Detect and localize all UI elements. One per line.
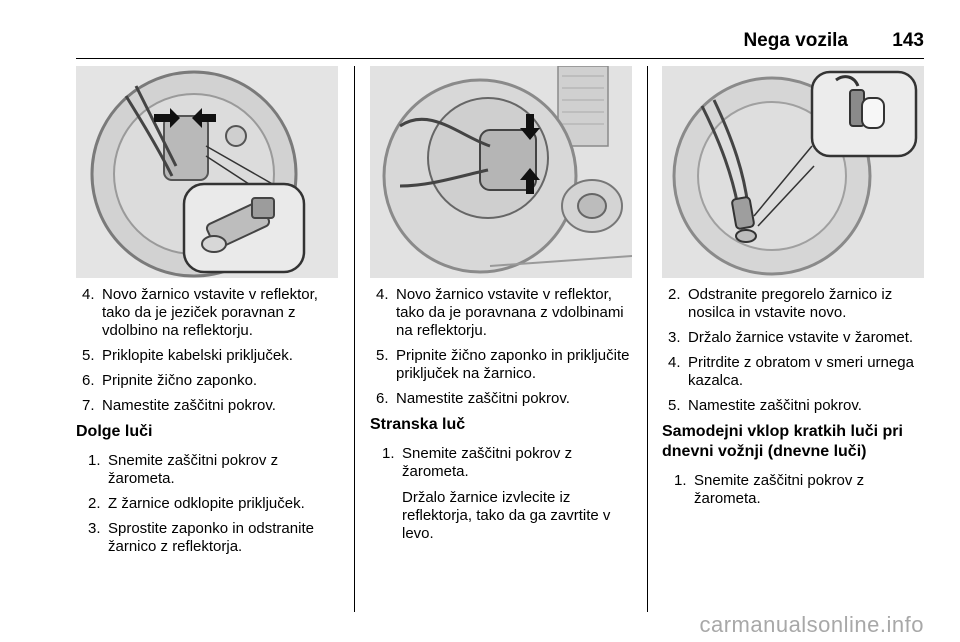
column-2 (370, 286, 632, 550)
column-3 (662, 286, 928, 515)
section-heading: Stranska luč (370, 416, 466, 433)
list-item: 4. Novo žarnico vstavite v reflektor, tako da je poravnana z vdolbinami na reflektorju. (376, 286, 624, 339)
drl-bulb-illustration (662, 66, 924, 278)
section-heading: Dolge luči (76, 423, 153, 440)
figure-drl-bulb (662, 66, 924, 278)
step-list (76, 452, 338, 556)
page-number: 143 (892, 30, 924, 51)
column-1 (76, 286, 338, 563)
step-list (370, 445, 632, 543)
high-beam-bulb-illustration (76, 66, 338, 278)
column-divider-2 (647, 66, 648, 612)
list-item: 1. Snemite zaščitni pokrov z žarometa. Držalo žarnice izvlecite iz reflektorja, tako da ga zavrtite v levo. (370, 445, 632, 543)
column-divider-1 (354, 66, 355, 612)
list-item: 6. Namestite zaščitni pokrov. (376, 390, 570, 407)
step-list (662, 286, 928, 415)
list-item: 5. Pripnite žično zaponko in priključite priključek na žarnico. (376, 347, 630, 382)
list-item: 6. Pripnite žično zaponko. (82, 372, 258, 389)
page-title: Nega vozila (743, 30, 848, 51)
list-item: 5. Namestite zaščitni pokrov. (668, 397, 862, 414)
step-list (662, 472, 928, 508)
list-item: 3. Sprostite zaponko in odstranite žarnico z reflektorja. (88, 520, 314, 555)
side-light-holder-illustration (370, 66, 632, 278)
list-item: 4. Pritrdite z obratom v smeri urnega kazalca. (668, 354, 914, 389)
figure-high-beam-bulb (76, 66, 338, 278)
list-item: 2. Odstranite pregorelo žarnico iz nosilca in vstavite novo. (668, 286, 893, 321)
list-item: 7. Namestite zaščitni pokrov. (82, 397, 276, 414)
step-note: Držalo žarnice izvlecite iz reflektorja, tako da ga zavrtite v levo. (402, 489, 611, 542)
figure-side-light-holder (370, 66, 632, 278)
list-item: 4. Novo žarnico vstavite v reflektor, tako da je jeziček poravnan z vdolbino na reflektorju. (82, 286, 318, 339)
list-item: 1. Snemite zaščitni pokrov z žarometa. (674, 472, 865, 507)
list-item: 5. Priklopite kabelski priključek. (82, 347, 293, 364)
step-list (370, 286, 632, 408)
header-rule (76, 58, 924, 59)
watermark: carmanualsonline.info (699, 612, 924, 637)
list-item: 2. Z žarnice odklopite priključek. (88, 495, 305, 512)
list-item: 1. Snemite zaščitni pokrov z žarometa. (88, 452, 279, 487)
section-heading: Samodejni vklop kratkih luči pri dnevni vožnji (dnevne luči) (662, 423, 903, 460)
step-list (76, 286, 338, 415)
page-header (0, 22, 960, 52)
list-item: 3. Držalo žarnice vstavite v žaromet. (668, 329, 914, 346)
